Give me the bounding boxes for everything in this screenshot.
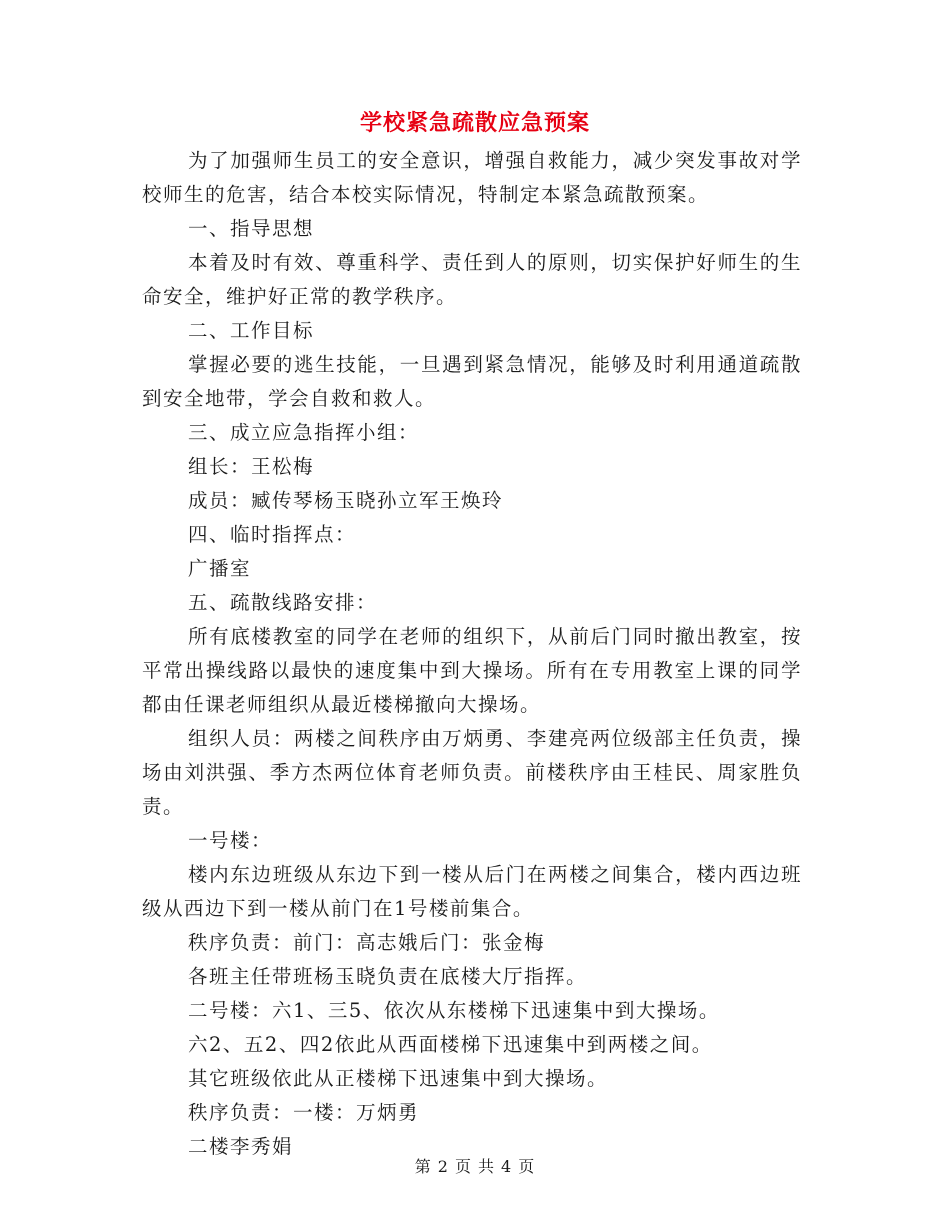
paragraph: 各班主任带班杨玉晓负责在底楼大厅指挥。 (188, 965, 588, 988)
paragraph: 二号楼：六1、三5、依次从东楼梯下迅速集中到大操场。 (188, 999, 720, 1022)
paragraph: 掌握必要的逃生技能，一旦遇到紧急情况，能够及时利用通道疏散到安全地带，学会自救和救人。 (142, 353, 802, 410)
footer-suffix: 页 (518, 1157, 536, 1176)
paragraph: 楼内东边班级从东边下到一楼从后门在两楼之间集合，楼内西边班级从西边下到一楼从前门在1号楼前集合。 (142, 863, 802, 920)
footer-total-pages: 4 (501, 1157, 513, 1176)
paragraph: 所有底楼教室的同学在老师的组织下，从前后门同时撤出教室，按平常出操线路以最快的速度集中到大操场。所有在专用教室上课的同学都由任课老师组织从最近楼梯撤向大操场。 (142, 625, 802, 716)
section-heading: 三、成立应急指挥小组： (188, 421, 420, 444)
paragraph: 六2、五2、四2依此从西面楼梯下迅速集中到两楼之间。 (188, 1033, 713, 1056)
paragraph: 秩序负责：前门：高志娥后门：张金梅 (188, 931, 546, 954)
footer-middle: 页 共 (454, 1157, 496, 1176)
section-heading: 五、疏散线路安排： (188, 591, 378, 614)
paragraph: 组长：王松梅 (188, 455, 315, 478)
section-heading: 一、指导思想 (188, 217, 315, 240)
document-body (142, 144, 802, 1164)
footer-prefix: 第 (414, 1157, 432, 1176)
paragraph: 二楼李秀娟 (188, 1135, 294, 1158)
section-heading: 二、工作目标 (188, 319, 315, 342)
paragraph: 为了加强师生员工的安全意识，增强自救能力，减少突发事故对学校师生的危害，结合本校实际情况，特制定本紧急疏散预案。 (142, 149, 802, 206)
paragraph: 秩序负责：一楼：万炳勇 (188, 1101, 420, 1124)
paragraph: 本着及时有效、尊重科学、责任到人的原则，切实保护好师生的生命安全，维护好正常的教学秩序。 (142, 251, 802, 308)
section-heading: 四、临时指挥点： (188, 523, 357, 546)
paragraph: 其它班级依此从正楼梯下迅速集中到大操场。 (188, 1067, 609, 1090)
footer-page-number: 2 (437, 1157, 449, 1176)
paragraph: 广播室 (188, 557, 252, 580)
paragraph: 一号楼： (188, 829, 273, 852)
paragraph: 组织人员：两楼之间秩序由万炳勇、李建亮两位级部主任负责，操场由刘洪强、季方杰两位体育老师负责。前楼秩序由王桂民、周家胜负责。 (142, 727, 802, 818)
paragraph: 成员：臧传琴杨玉晓孙立军王焕玲 (188, 489, 504, 512)
page-footer (0, 1154, 950, 1177)
document-title: 学校紧急疏散应急预案 (359, 111, 590, 136)
